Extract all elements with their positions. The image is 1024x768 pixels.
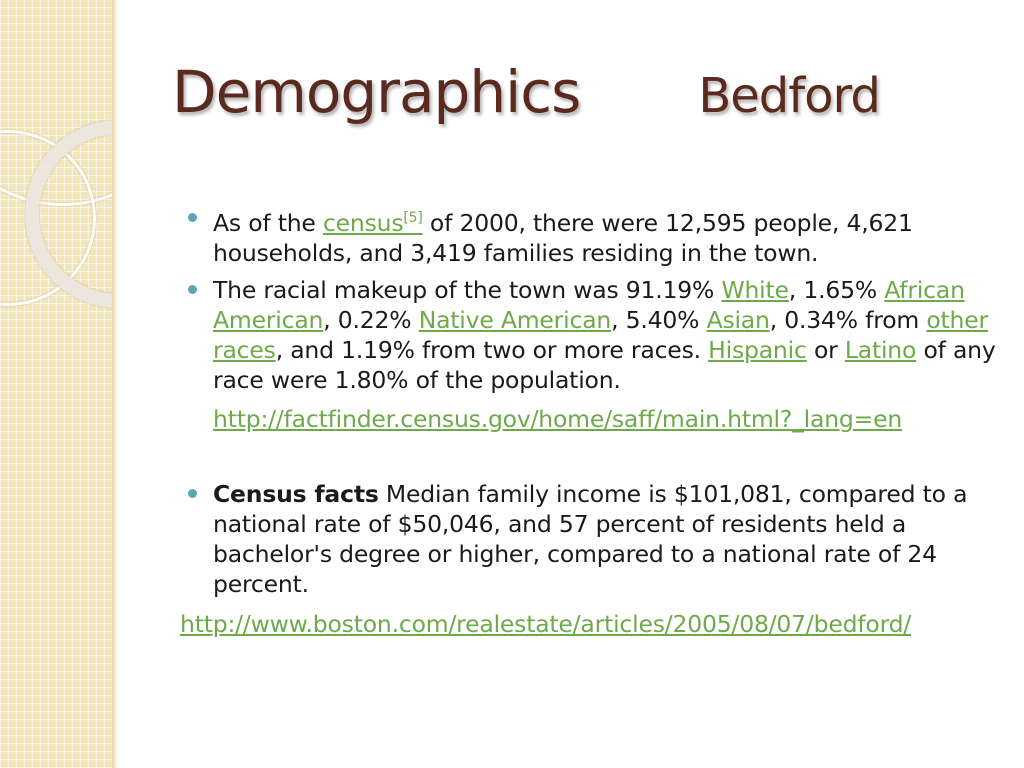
- bullet-racial-makeup: [188, 275, 998, 395]
- latino-link[interactable]: Latino: [844, 335, 917, 364]
- title-sub: Bedford: [698, 68, 880, 124]
- bullet-dot: [188, 489, 197, 498]
- african-american-link[interactable]: African American: [213, 275, 965, 334]
- bullet-dot: [188, 213, 197, 222]
- factfinder-link[interactable]: http://factfinder.census.gov/home/saff/main.html?_lang=en: [213, 404, 903, 433]
- source-line: [188, 404, 998, 434]
- white-link[interactable]: White: [721, 275, 789, 304]
- text: or: [806, 335, 845, 364]
- decorative-side-band: [0, 0, 112, 768]
- slide-title: [172, 58, 880, 126]
- text: , 0.22%: [323, 305, 419, 334]
- text: of any race were 1.80% of the population.: [213, 335, 996, 394]
- text: of 2000, there were 12,595 people, 4,621 households, and 3,419 families residing in the town.: [213, 208, 913, 267]
- boston-article-link[interactable]: http://www.boston.com/realestate/articles/2005/08/07/bedford/: [180, 609, 912, 638]
- other-races-link[interactable]: other races: [213, 305, 988, 364]
- title-main: Demographics: [172, 58, 581, 126]
- census-link-label: census: [322, 208, 404, 237]
- spacer: [188, 434, 998, 479]
- text: , 1.65%: [788, 275, 885, 304]
- text: , and 1.19% from two or more races.: [275, 335, 709, 364]
- reference-mark: [5]: [403, 210, 423, 226]
- text: , 0.34% from: [769, 305, 927, 334]
- bottom-source-line: [180, 609, 998, 639]
- native-american-link[interactable]: Native American: [418, 305, 612, 334]
- slide-content: [180, 203, 998, 639]
- census-link[interactable]: [323, 209, 423, 237]
- band-edge: [112, 0, 118, 768]
- bullet-census-facts: [188, 479, 998, 599]
- text: , 5.40%: [611, 305, 707, 334]
- hispanic-link[interactable]: Hispanic: [708, 335, 807, 364]
- bullet-census-2000: [188, 203, 998, 268]
- text: As of the: [213, 208, 323, 237]
- census-facts-label: Census facts: [213, 479, 379, 508]
- text: Median family income is $101,081, compared to a national rate of $50,046, and 57 percent of residents held a bachelor's degree or higher, compared to a national rate of 24 percent.: [213, 479, 968, 598]
- bullet-dot: [188, 285, 197, 294]
- asian-link[interactable]: Asian: [706, 305, 770, 334]
- text: The racial makeup of the town was 91.19%: [213, 275, 722, 304]
